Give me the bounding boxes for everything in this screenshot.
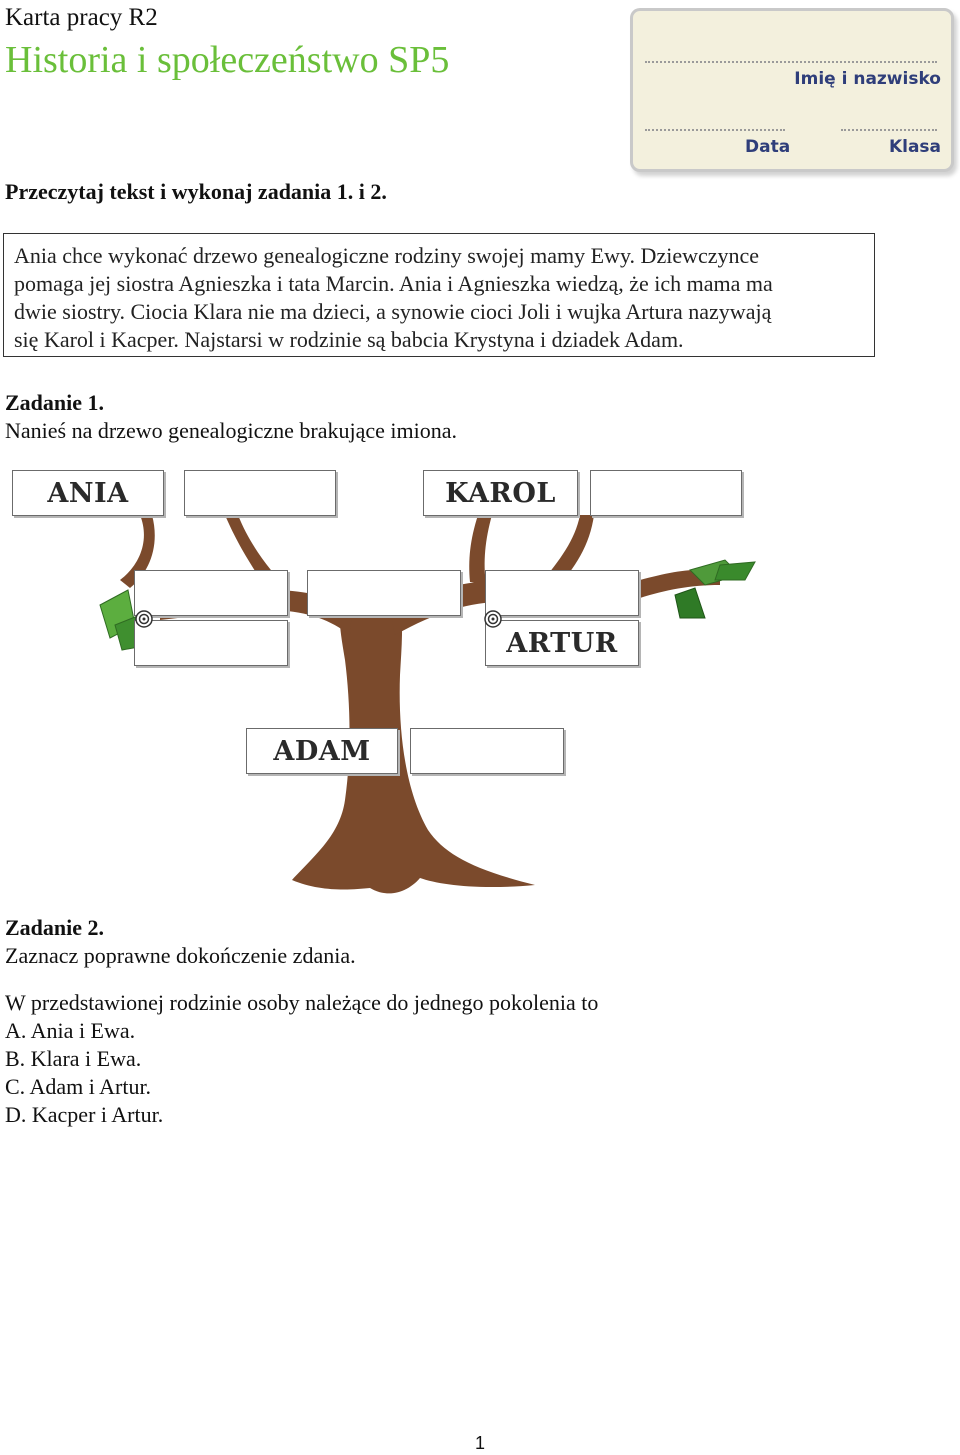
task2-question: W przedstawionej rodzinie osoby należące do jednego pokolenia to: [5, 990, 599, 1015]
student-info-card: [630, 8, 954, 172]
task2-text: Zaznacz poprawne dokończenie zdania.: [5, 943, 356, 968]
class-label: Klasa: [888, 137, 941, 157]
tree-box-blank[interactable]: [134, 620, 288, 666]
tree-box-artur: ARTUR: [485, 620, 639, 666]
story-line: Ania chce wykonać drzewo genealogiczne rodziny swojej mamy Ewy. Dziewczynce: [14, 243, 760, 268]
tree-box-blank[interactable]: [134, 570, 288, 616]
page-title: Historia i społeczeństwo SP5: [5, 39, 450, 81]
tree-box-blank[interactable]: [485, 570, 639, 616]
leaf-icon: [715, 562, 755, 580]
class-dotted-line[interactable]: [841, 129, 937, 131]
instruction: Przeczytaj tekst i wykonaj zadania 1. i 2.: [5, 179, 387, 204]
task1-text: Nanieś na drzewo genealogiczne brakujące imiona.: [5, 418, 458, 443]
marriage-ring-icon: [484, 610, 502, 628]
name-dotted-line[interactable]: [645, 61, 937, 63]
family-tree: [0, 460, 960, 900]
worksheet-label: Karta pracy R2: [5, 4, 158, 31]
story-line: pomaga jej siostra Agnieszka i tata Marcin. Ania i Agnieszka wiedzą, że ich mama ma: [14, 271, 773, 296]
tree-box-blank[interactable]: [410, 728, 564, 774]
name-label: Imię i nazwisko: [794, 69, 941, 89]
story-text-box: [3, 233, 875, 357]
date-label: Data: [745, 137, 791, 157]
story-line: dwie siostry. Ciocia Klara nie ma dzieci, a synowie cioci Joli i wujka Artura nazywają: [14, 299, 772, 324]
tree-box-blank[interactable]: [184, 470, 336, 516]
tree-box-ania: ANIA: [12, 470, 164, 516]
tree-box-adam: ADAM: [246, 728, 398, 774]
task1-heading: Zadanie 1.: [5, 390, 105, 415]
date-dotted-line[interactable]: [645, 129, 785, 131]
answer-option-c[interactable]: C. Adam i Artur.: [5, 1074, 152, 1099]
answer-option-d[interactable]: D. Kacper i Artur.: [5, 1102, 164, 1127]
answer-option-a[interactable]: A. Ania i Ewa.: [5, 1018, 136, 1043]
tree-box-blank[interactable]: [307, 570, 461, 616]
story-line: się Karol i Kacper. Najstarsi w rodzinie są babcia Krystyna i dziadek Adam.: [14, 327, 684, 352]
page-number: 1: [474, 1433, 485, 1453]
marriage-ring-icon: [135, 610, 153, 628]
tree-box-karol: KAROL: [423, 470, 578, 516]
answer-option-b[interactable]: B. Klara i Ewa.: [5, 1046, 142, 1071]
task2-heading: Zadanie 2.: [5, 915, 105, 940]
tree-box-blank[interactable]: [590, 470, 742, 516]
leaf-icon: [675, 588, 705, 618]
tree-illustration: [0, 460, 960, 900]
